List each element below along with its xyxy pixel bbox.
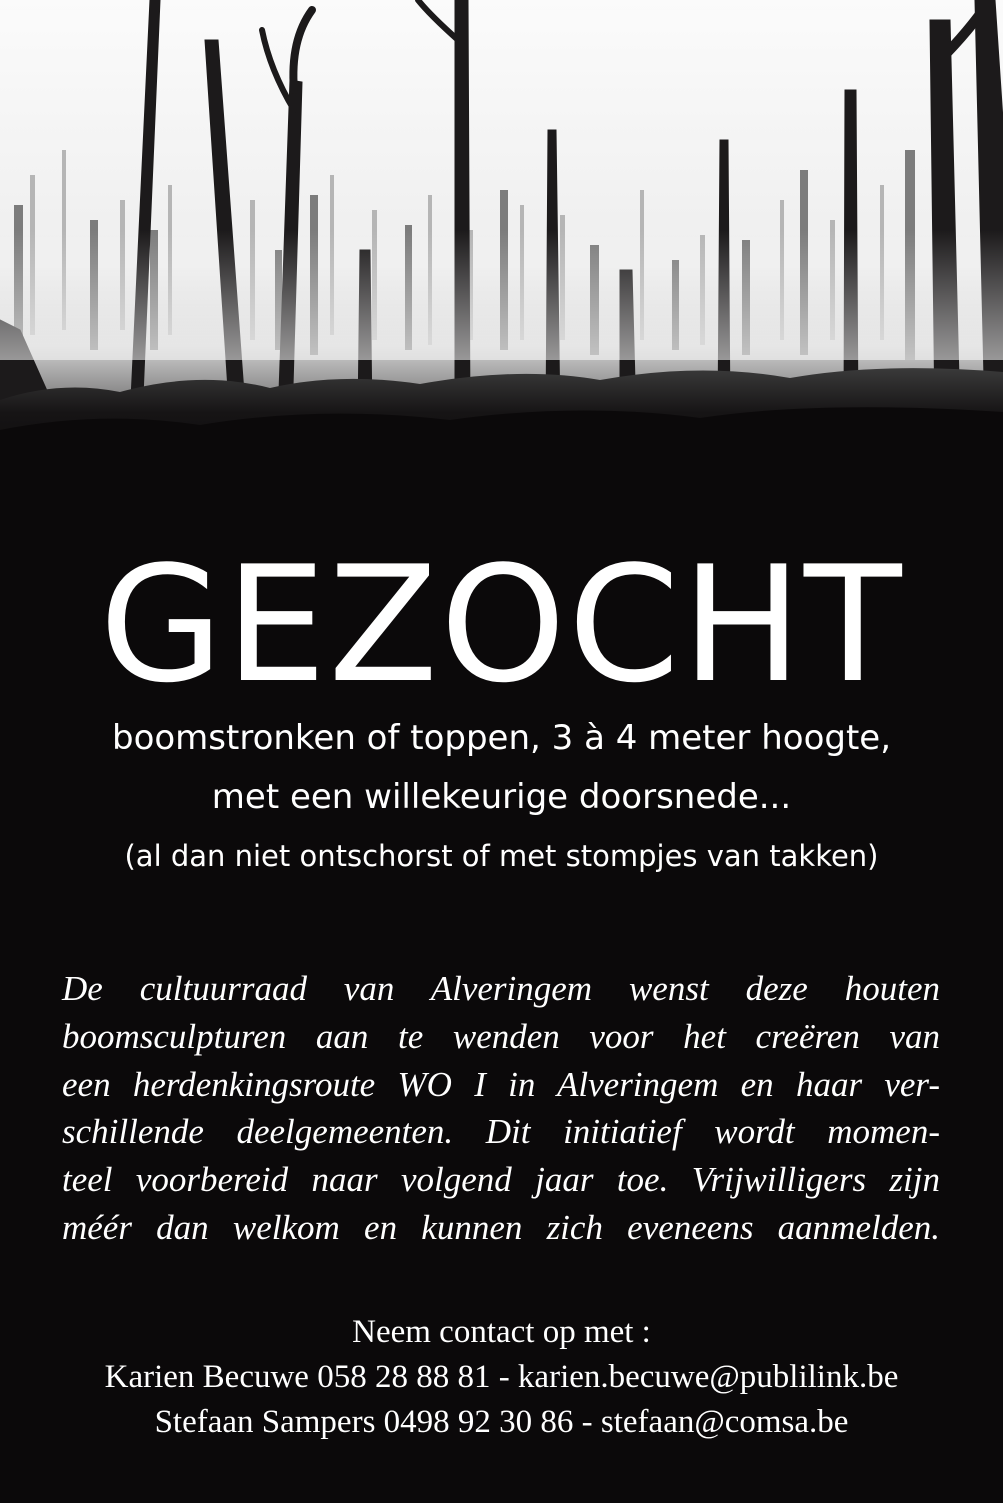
- contact-person-2: Stefaan Sampers 0498 92 30 86 - stefaan@comsa.be: [154, 1404, 849, 1440]
- subtitle-line-3: (al dan niet ontschorst of met stompjes van takken): [124, 839, 879, 873]
- subtitle-line-2: met een willekeurige doorsnede...: [211, 777, 792, 817]
- body-line: teel voorbereid naar volgend jaar toe. Vrijwilligers zijn: [62, 1160, 940, 1200]
- subtitle-line-1: boomstronken of toppen, 3 à 4 meter hoogte,: [111, 718, 892, 758]
- body-line: schillende deelgemeenten. Dit initiatief wordt momen-: [62, 1112, 940, 1152]
- body-line: boomsculpturen aan te wenden voor het creëren van: [62, 1016, 940, 1056]
- contact-intro: Neem contact op met :: [352, 1314, 651, 1350]
- body-paragraph: [62, 965, 940, 1252]
- body-line: méér dan welkom en kunnen zich eveneens aanmelden.: [62, 1207, 940, 1247]
- headline: GEZOCHT: [99, 531, 904, 718]
- contact-person-1: Karien Becuwe 058 28 88 81 - karien.becuwe@publilink.be: [104, 1359, 899, 1395]
- body-line: een herdenkingsroute WO I in Alveringem en haar ver-: [62, 1064, 940, 1104]
- body-line: De cultuurraad van Alveringem wenst deze houten: [62, 969, 940, 1008]
- contact-block: [0, 1310, 1003, 1445]
- dead-forest-photo: [0, 0, 1003, 480]
